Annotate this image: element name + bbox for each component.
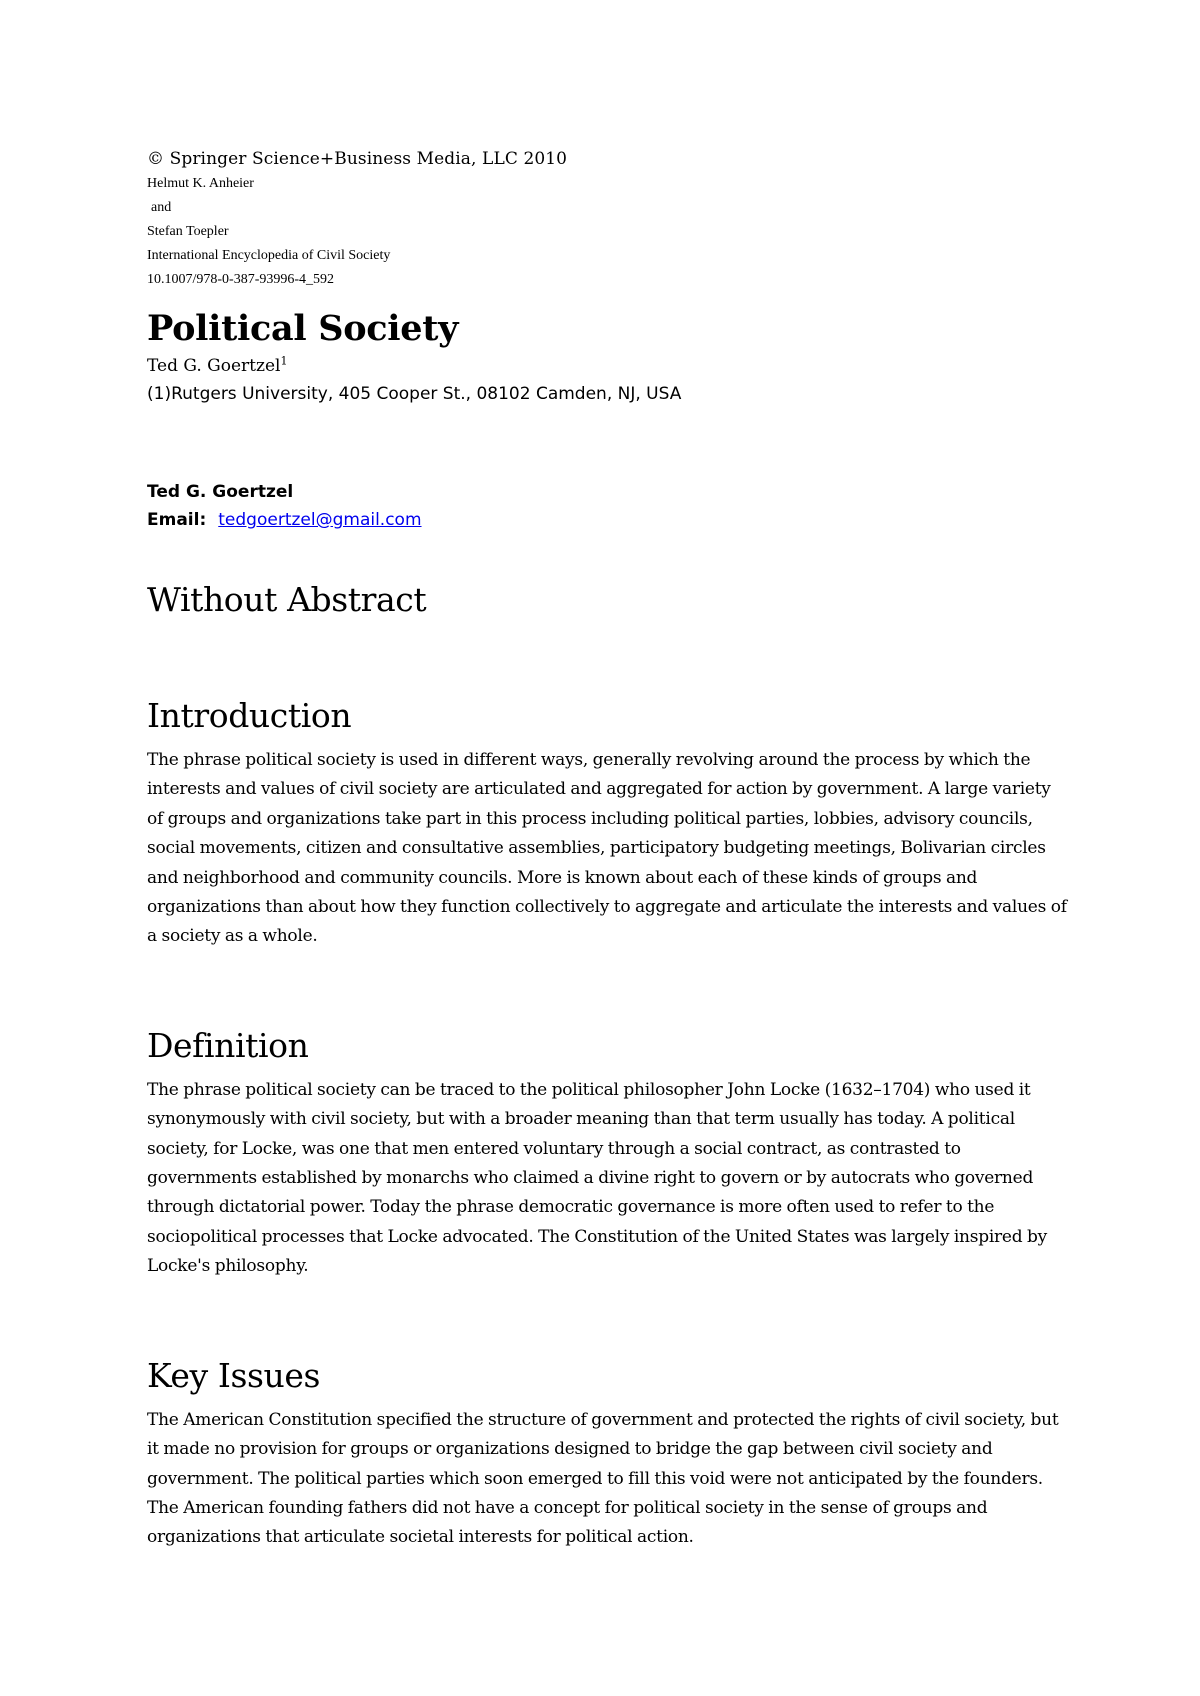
author-affiliation: (1)Rutgers University, 405 Cooper St., 08102 Camden, NJ, USA [147,384,682,404]
email-label: Email: [147,510,207,530]
editor-and: and [151,200,172,215]
heading-without-abstract: Without Abstract [147,580,427,619]
email-link[interactable]: tedgoertzel@gmail.com [218,510,422,530]
copyright-line: © Springer Science+Business Media, LLC 2010 [147,149,568,169]
article-title: Political Society [147,308,459,349]
contact-email-line [147,506,1067,534]
doi-line: 10.1007/978-0-387-93996-4_592 [147,272,335,287]
metadata-block [147,146,1067,292]
author-affiliation-marker: 1 [280,354,288,368]
heading-key-issues: Key Issues [147,1355,321,1395]
paragraph-definition: The phrase political society can be traced to the political philosopher John Locke (1632–1704) who used it synonymously with civil society, but with a broader meaning than that term usually has today. A political society, for Locke, was one that men entered voluntary through a social contract, as contrasted to governments established by monarchs who claimed a divine right to govern or by autocrats who governed through dictatorial power. Today the phrase democratic governance is more often used to refer to the sociopolitical processes that Locke advocated. The Constitution of the United States was largely inspired by Locke's philosophy. [147,1079,1047,1277]
contact-block [147,478,1067,534]
heading-definition: Definition [147,1025,309,1065]
author-line [147,352,1067,380]
heading-introduction: Introduction [147,696,352,735]
contact-name: Ted G. Goertzel [147,482,294,502]
paragraph-key-issues: The American Constitution specified the structure of government and protected the rights of civil society, but it made no provision for groups or organizations designed to bridge the gap between civil society and government. The political parties which soon emerged to fill this void were not anticipated by the founders. The American founding fathers did not have a concept for political society in the sense of groups and organizations that articulate societal interests for political action. [147,1409,1059,1548]
paragraph-introduction: The phrase political society is used in different ways, generally revolving around the process by which the interests and values of civil society are articulated and aggregated for action by government. A large variety of groups and organizations take part in this process including political parties, lobbies, advisory councils, social movements, citizen and consultative assemblies, participatory budgeting meetings, Bolivarian circles and neighborhood and community councils. More is known about each of these kinds of groups and organizations than about how they function collectively to aggregate and articulate the interests and values of a society as a whole. [147,750,1067,947]
editor-name-1: Helmut K. Anheier [147,176,254,191]
document-page [147,146,1067,1553]
book-title: International Encyclopedia of Civil Society [147,248,391,263]
author-name: Ted G. Goertzel [147,356,281,376]
editor-name-2: Stefan Toepler [147,224,229,239]
